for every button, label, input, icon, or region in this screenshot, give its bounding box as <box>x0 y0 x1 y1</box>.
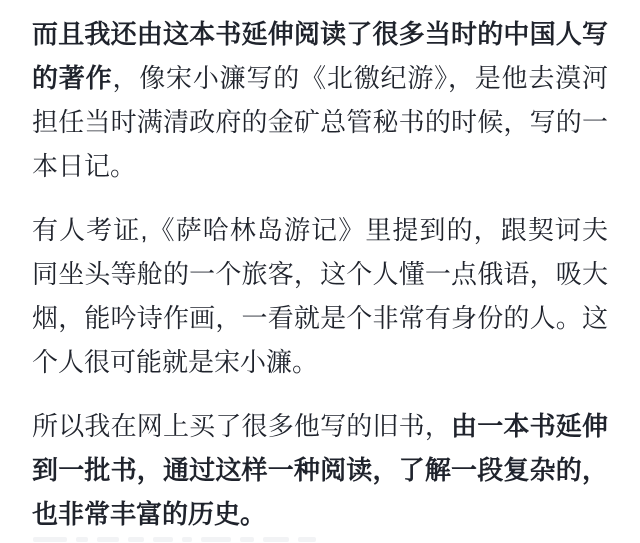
cutoff-glyph-fragment <box>240 537 254 542</box>
paragraph <box>32 12 608 188</box>
cutoff-next-line <box>33 537 316 543</box>
cutoff-glyph-fragment <box>97 537 119 542</box>
cutoff-glyph-fragment <box>263 537 289 542</box>
cutoff-glyph-fragment <box>128 537 144 542</box>
cutoff-glyph-fragment <box>153 537 173 542</box>
paragraph <box>32 404 608 536</box>
cutoff-glyph-fragment <box>201 537 231 542</box>
text-segment-bold: 由一本书延伸到一批书，通过这样一种阅读，了解一段复杂的，也非常丰富的历史。 <box>32 411 608 529</box>
text-segment-bold: 而且我还由这本书延伸阅读了很多当时的中国人写的著作 <box>32 19 608 93</box>
cutoff-glyph-fragment <box>298 537 316 542</box>
cutoff-glyph-fragment <box>182 537 192 542</box>
text-segment: 所以我在网上买了很多他写的旧书， <box>32 411 452 441</box>
text-segment: ，像宋小濂写的《北徼纪游》，是他去漠河担任当时满清政府的金矿总管秘书的时候，写的一本日记。 <box>32 63 608 181</box>
cutoff-glyph-fragment <box>76 537 88 542</box>
text-segment: 有人考证,《萨哈林岛游记》里提到的，跟契诃夫同坐头等舱的一个旅客，这个人懂一点俄语，吸大烟，能吟诗作画，一看就是个非常有身份的人。这个人很可能就是宋小濂。 <box>32 215 608 377</box>
paragraph <box>32 208 608 384</box>
cutoff-glyph-fragment <box>33 537 67 542</box>
